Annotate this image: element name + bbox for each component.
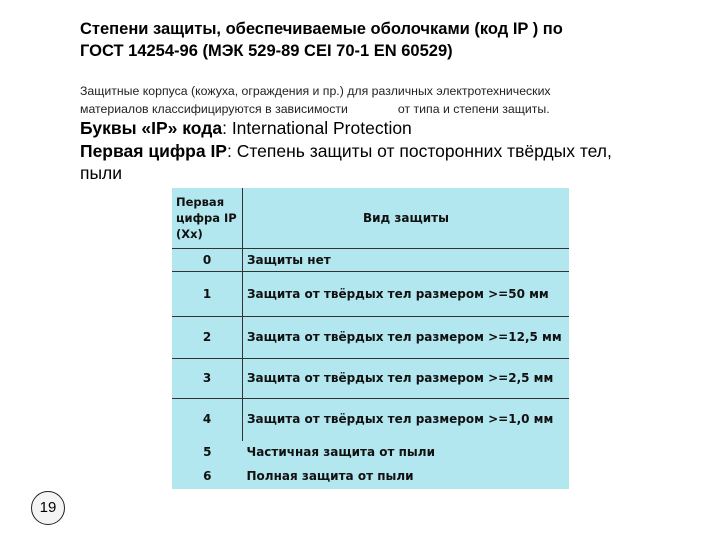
row-desc: Защита от твёрдых тел размером >=50 мм (243, 272, 570, 317)
row-digit: 1 (172, 272, 243, 317)
table-row (172, 441, 569, 465)
row-digit: 3 (172, 359, 243, 399)
header-digit: Первая цифра IP (Xx) (172, 188, 243, 249)
first-digit-line-2: пыли (80, 163, 123, 183)
letters-label: Буквы «IP» кода (80, 118, 223, 138)
row-desc: Полная защита от пыли (246, 469, 414, 483)
first-digit-line (80, 140, 612, 162)
row-desc: Защита от твёрдых тел размером >=2,5 мм (243, 359, 570, 399)
table-row (172, 465, 569, 489)
table-row (172, 359, 569, 399)
table-row (172, 249, 569, 272)
row-digit: 4 (172, 399, 243, 441)
row-digit: 2 (172, 317, 243, 359)
title-line-2: ГОСТ 14254-96 (МЭК 529-89 CEI 70-1 EN 60529) (80, 42, 453, 60)
row-desc: Защита от твёрдых тел размером >=12,5 мм (243, 317, 570, 359)
intro-line-2 (80, 100, 551, 118)
intro-line-1: Защитные корпуса (кожуха, ограждения и пр.) для различных электротехнических (80, 84, 551, 98)
letters-line (80, 117, 412, 139)
row-desc: Защиты нет (243, 249, 570, 272)
first-digit-value: : Степень защиты от посторонних твёрдых тел, (226, 141, 612, 161)
row-digit: 0 (172, 249, 243, 272)
table-row (172, 272, 569, 317)
table-header-row (172, 188, 569, 249)
row-desc: Частичная защита от пыли (246, 445, 435, 459)
first-digit-label: Первая цифра IP (80, 141, 227, 161)
ip-first-digit-table (172, 188, 569, 489)
header-protection-type: Вид защиты (243, 188, 570, 249)
row-digit: 5 (203, 445, 212, 459)
letters-value: : International Protection (222, 118, 412, 138)
intro-line-2a: материалов классифицируются в зависимости (80, 102, 348, 116)
slide-title (80, 18, 563, 62)
title-line-1: Степени защиты, обеспечиваемые оболочками (код IP ) по (80, 20, 563, 38)
table-row (172, 399, 569, 441)
intro-text (80, 82, 551, 118)
row-digit: 6 (203, 469, 212, 483)
page-number: 19 (31, 491, 65, 525)
intro-line-2b: от типа и степени защиты. (397, 102, 550, 116)
row-desc: Защита от твёрдых тел размером >=1,0 мм (247, 412, 554, 427)
table-row (172, 317, 569, 359)
